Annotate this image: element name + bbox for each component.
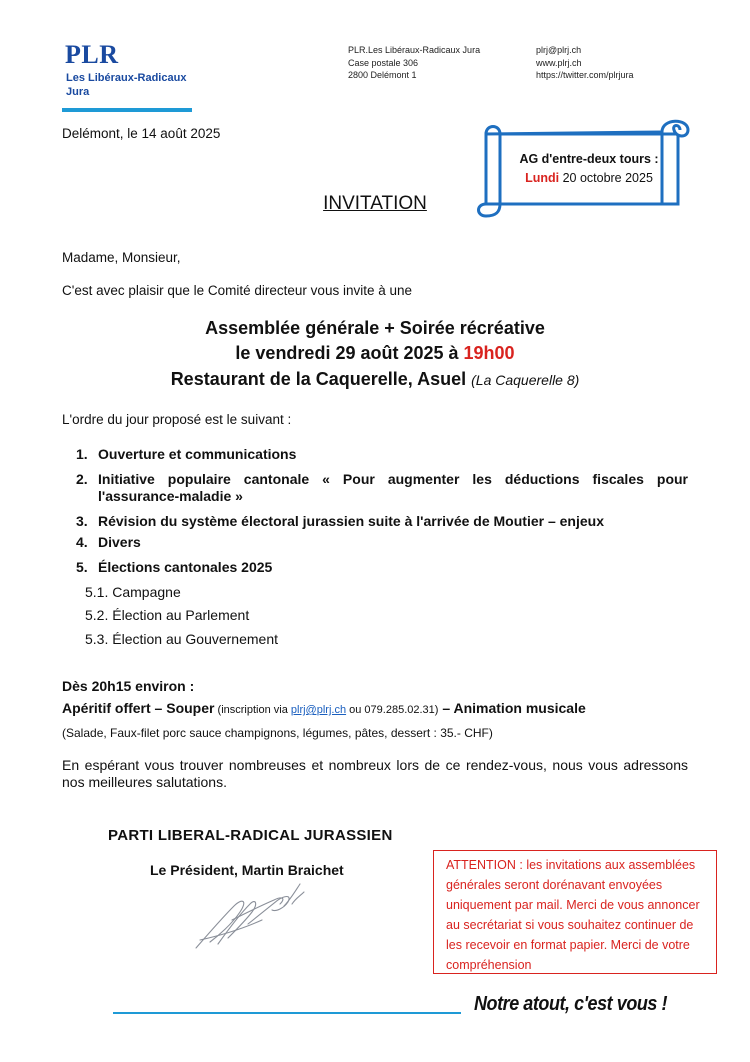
event-time: 19h00 bbox=[463, 343, 515, 363]
event-line2 bbox=[0, 343, 750, 364]
agenda-text: Ouverture et communications bbox=[98, 446, 297, 462]
logo-plr: PLR bbox=[65, 40, 119, 69]
header-contact bbox=[536, 44, 634, 82]
signature-icon bbox=[188, 880, 318, 955]
closing-text: En espérant vous trouver nombreuses et nombreux lors de ce rendez-vous, nous vous adressons nos meilleures salutations. bbox=[62, 757, 688, 790]
logo-line1: Les Libéraux-Radicaux bbox=[66, 72, 187, 84]
evening-program bbox=[62, 700, 586, 716]
agenda-item bbox=[76, 513, 688, 530]
logo-underline bbox=[62, 108, 192, 112]
inscription-suffix: ou 079.285.02.31) bbox=[346, 704, 439, 716]
notice-line2 bbox=[494, 169, 684, 188]
address-line: 2800 Delémont 1 bbox=[348, 70, 417, 80]
agenda-item bbox=[76, 446, 688, 463]
event-address: (La Caquerelle 8) bbox=[471, 372, 580, 388]
agenda-text: Divers bbox=[98, 534, 141, 550]
salutation: Madame, Monsieur, bbox=[62, 250, 181, 265]
agenda-text: Élections cantonales 2025 bbox=[98, 559, 273, 575]
agenda-num: 5. bbox=[76, 559, 88, 575]
agenda-subitem: 5.3. Élection au Gouvernement bbox=[85, 631, 279, 647]
header-address bbox=[348, 44, 480, 82]
intro-text: C'est avec plaisir que le Comité directeur vous invite à une bbox=[62, 283, 412, 298]
agenda-intro: L'ordre du jour proposé est le suivant : bbox=[62, 412, 292, 427]
agenda-subitem: 5.1. Campagne bbox=[85, 584, 181, 600]
footer-motto: Notre atout, c'est vous ! bbox=[474, 993, 668, 1015]
agenda-subitem: 5.2. Élection au Parlement bbox=[85, 607, 250, 623]
agenda-item bbox=[76, 559, 688, 576]
contact-email[interactable]: plrj@plrj.ch bbox=[536, 45, 582, 55]
inscription-email[interactable]: plrj@plrj.ch bbox=[290, 704, 347, 716]
notice-line1: AG d'entre-deux tours : bbox=[519, 152, 659, 166]
contact-twitter[interactable]: https://twitter.com/plrjura bbox=[536, 70, 634, 80]
aperitif: Apéritif offert – Souper bbox=[62, 700, 215, 716]
agenda-num: 4. bbox=[76, 534, 88, 550]
agenda-num: 1. bbox=[76, 446, 88, 462]
logo-line2: Jura bbox=[66, 86, 90, 98]
music: – Animation musicale bbox=[438, 700, 586, 716]
contact-website[interactable]: www.plrj.ch bbox=[536, 57, 582, 68]
attention-notice: ATTENTION : les invitations aux assemblées générales seront dorénavant envoyées uniquement par mail. Merci de vous annoncer au secrétariat si vous souhaitez continuer de les recevoir en format papier. Merci de votre compréhension bbox=[433, 850, 717, 974]
agenda-text: Initiative populaire cantonale « Pour augmenter les déductions fiscales pour l'assurance-maladie » bbox=[98, 471, 688, 504]
logo-subtitle bbox=[66, 71, 186, 99]
agenda-num: 3. bbox=[76, 513, 88, 529]
date-line: Delémont, le 14 août 2025 bbox=[62, 126, 221, 141]
notice-date: 20 octobre 2025 bbox=[559, 171, 653, 185]
event-line3 bbox=[0, 369, 750, 390]
address-line: PLR.Les Libéraux-Radicaux Jura bbox=[348, 45, 481, 55]
event-date: le vendredi 29 août 2025 à bbox=[235, 343, 464, 363]
event-venue: Restaurant de la Caquerelle, Asuel bbox=[170, 369, 472, 389]
menu-text: (Salade, Faux-filet porc sauce champignons, légumes, pâtes, dessert : 35.- CHF) bbox=[62, 726, 493, 740]
evening-heading: Dès 20h15 environ : bbox=[62, 678, 195, 694]
notice-ag bbox=[494, 150, 684, 188]
agenda-text: Révision du système électoral jurassien suite à l'arrivée de Moutier – enjeux bbox=[98, 513, 604, 529]
event-line1: Assemblée générale + Soirée récréative bbox=[205, 318, 545, 338]
footer-line bbox=[113, 1012, 461, 1014]
agenda-item bbox=[76, 534, 688, 551]
president-name: Le Président, Martin Braichet bbox=[150, 862, 344, 878]
title-text: INVITATION bbox=[323, 193, 427, 214]
notice-day: Lundi bbox=[525, 171, 560, 185]
inscription-prefix: (inscription via bbox=[214, 704, 291, 716]
party-name: PARTI LIBERAL-RADICAL JURASSIEN bbox=[108, 827, 393, 844]
address-line: Case postale 306 bbox=[348, 57, 419, 68]
agenda-num: 2. bbox=[76, 471, 88, 487]
agenda-item bbox=[76, 471, 688, 505]
page-title bbox=[0, 193, 750, 215]
